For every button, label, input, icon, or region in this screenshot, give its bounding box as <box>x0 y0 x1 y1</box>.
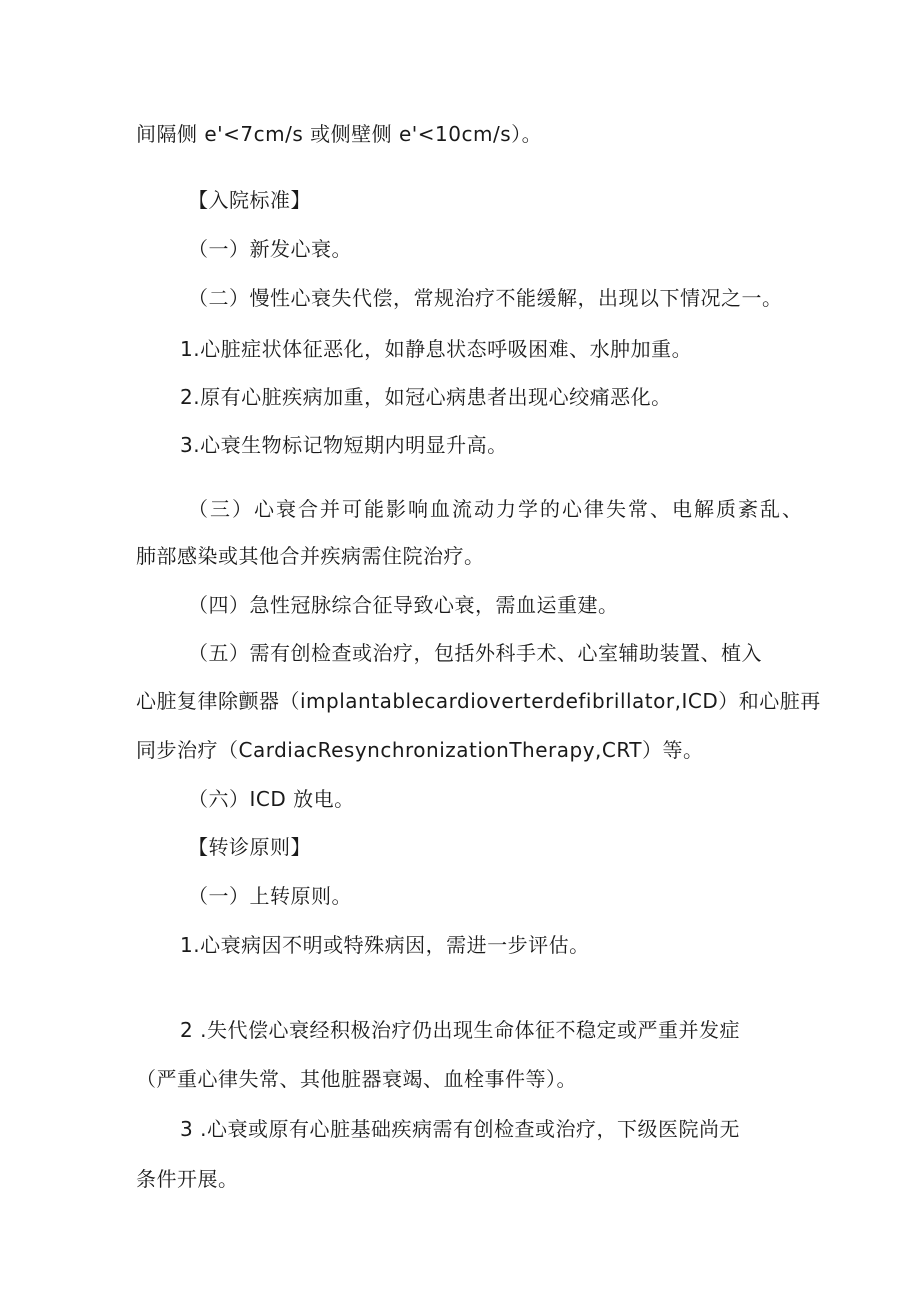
referral-subitem-2-line-2: （严重心律失常、其他脏器衰竭、血栓事件等）。 <box>136 1067 577 1091</box>
section-heading-referral: 【转诊原则】 <box>188 835 311 859</box>
admission-subitem-3: 3.心衰生物标记物短期内明显升高。 <box>180 433 508 457</box>
referral-subitem-2-line-1: 2 .失代偿心衰经积极治疗仍出现生命体征不稳定或严重并发症 <box>180 1018 740 1042</box>
admission-item-4: （四）急性冠脉综合征导致心衰，需血运重建。 <box>188 593 619 617</box>
admission-item-5-line-1: （五）需有创检查或治疗，包括外科手术、心室辅助装置、植入 <box>188 641 762 665</box>
admission-subitem-1: 1.心脏症状体征恶化，如静息状态呼吸困难、水肿加重。 <box>180 337 693 361</box>
text-line-echo-criteria: 间隔侧 e'<7cm/s 或侧壁侧 e'<10cm/s）。 <box>136 122 543 146</box>
admission-item-6: （六）ICD 放电。 <box>188 787 355 811</box>
referral-subitem-3-line-1: 3 .心衰或原有心脏基础疾病需有创检查或治疗，下级医院尚无 <box>180 1117 740 1141</box>
referral-item-1: （一）上转原则。 <box>188 884 352 908</box>
referral-subitem-1: 1.心衰病因不明或特殊病因，需进一步评估。 <box>180 933 590 957</box>
admission-item-3-line-2: 肺部感染或其他合并疾病需住院治疗。 <box>136 544 485 568</box>
admission-item-1: （一）新发心衰。 <box>188 237 352 261</box>
admission-item-5-line-3: 同步治疗（CardiacResynchronizationTherapy,CRT）等。 <box>136 738 704 762</box>
section-heading-admission: 【入院标准】 <box>188 188 311 212</box>
referral-subitem-3-line-2: 条件开展。 <box>136 1167 239 1191</box>
admission-item-3-line-1: （三）心衰合并可能影响血流动力学的心律失常、电解质紊乱、 <box>188 497 804 521</box>
admission-item-5-line-2: 心脏复律除颤器（implantablecardioverterdefibrillator,ICD）和心脏再 <box>136 689 821 713</box>
admission-subitem-2: 2.原有心脏疾病加重，如冠心病患者出现心绞痛恶化。 <box>180 385 672 409</box>
admission-item-2: （二）慢性心衰失代偿，常规治疗不能缓解，出现以下情况之一。 <box>188 286 783 310</box>
